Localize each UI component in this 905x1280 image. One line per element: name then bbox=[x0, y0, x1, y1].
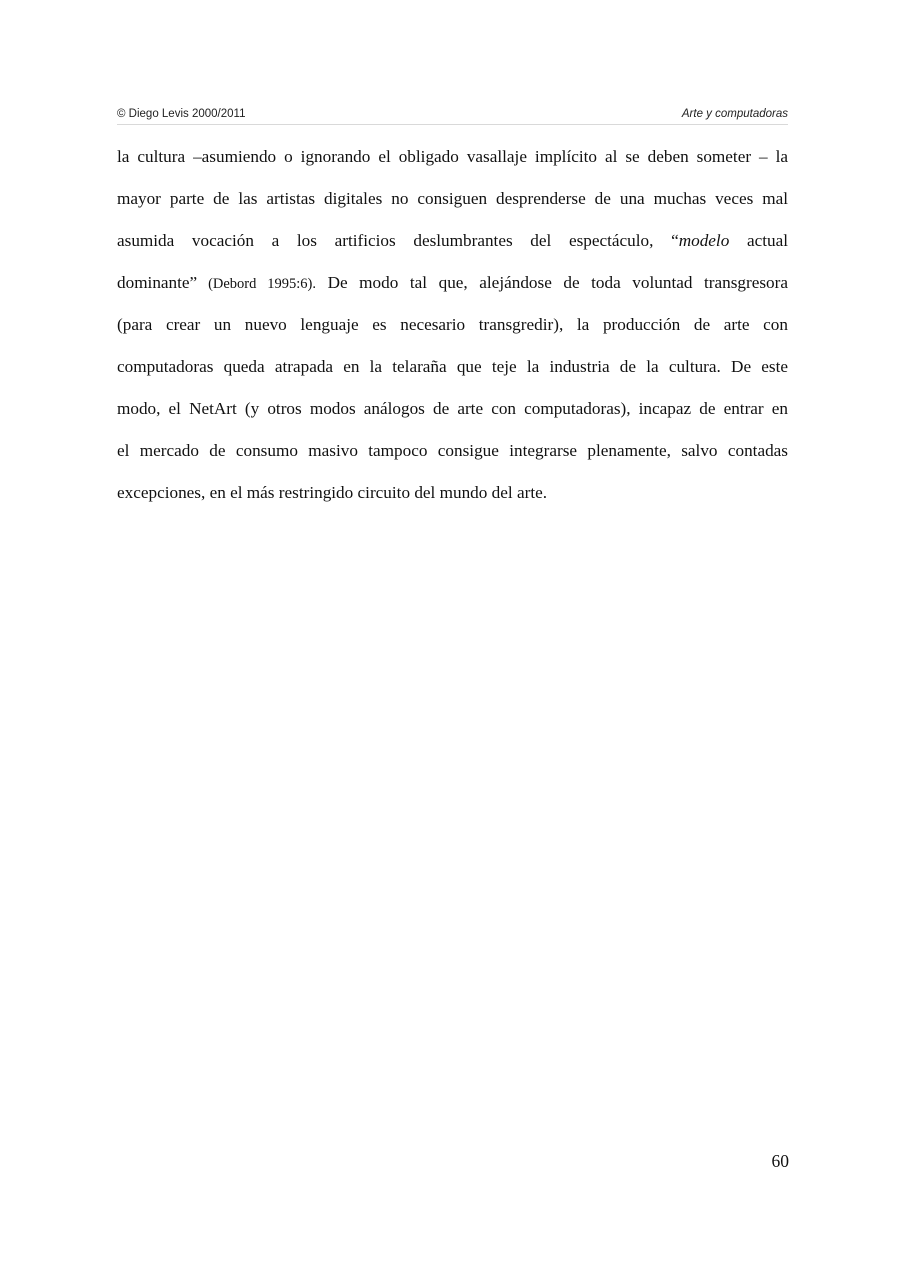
text-line bbox=[117, 226, 788, 268]
text-line: excepciones, en el más restringido circuito del mundo del arte. bbox=[117, 483, 548, 502]
text-line: computadoras queda atrapada en la telaraña que teje la industria de la cultura. De este bbox=[117, 357, 788, 376]
header-author: © Diego Levis 2000/2011 bbox=[117, 108, 246, 120]
page-header bbox=[117, 108, 788, 125]
body-paragraph bbox=[117, 142, 788, 520]
text-line: la cultura –asumiendo o ignorando el obligado vasallaje implícito al se deben someter – la bbox=[117, 147, 788, 166]
text-line: mayor parte de las artistas digitales no consiguen desprenderse de una muchas veces mal bbox=[117, 189, 788, 208]
citation: (Debord 1995:6). bbox=[197, 276, 317, 292]
text-segment: asumida vocación a los artificios deslumbrantes del espectáculo, “ bbox=[117, 231, 679, 250]
page-number: 60 bbox=[771, 1151, 789, 1171]
italic-term: modelo bbox=[678, 231, 730, 250]
text-line bbox=[117, 268, 788, 310]
text-segment: actual bbox=[729, 231, 788, 250]
text-segment: De modo tal que, alejándose de toda voluntad transgresora bbox=[316, 273, 788, 292]
text-segment: dominante” bbox=[117, 273, 198, 292]
header-title: Arte y computadoras bbox=[681, 108, 788, 120]
text-line: modo, el NetArt (y otros modos análogos de arte con computadoras), incapaz de entrar en bbox=[117, 399, 788, 418]
text-line: el mercado de consumo masivo tampoco consigue integrarse plenamente, salvo contadas bbox=[117, 441, 788, 460]
text-line: (para crear un nuevo lenguaje es necesario transgredir), la producción de arte con bbox=[117, 315, 788, 334]
